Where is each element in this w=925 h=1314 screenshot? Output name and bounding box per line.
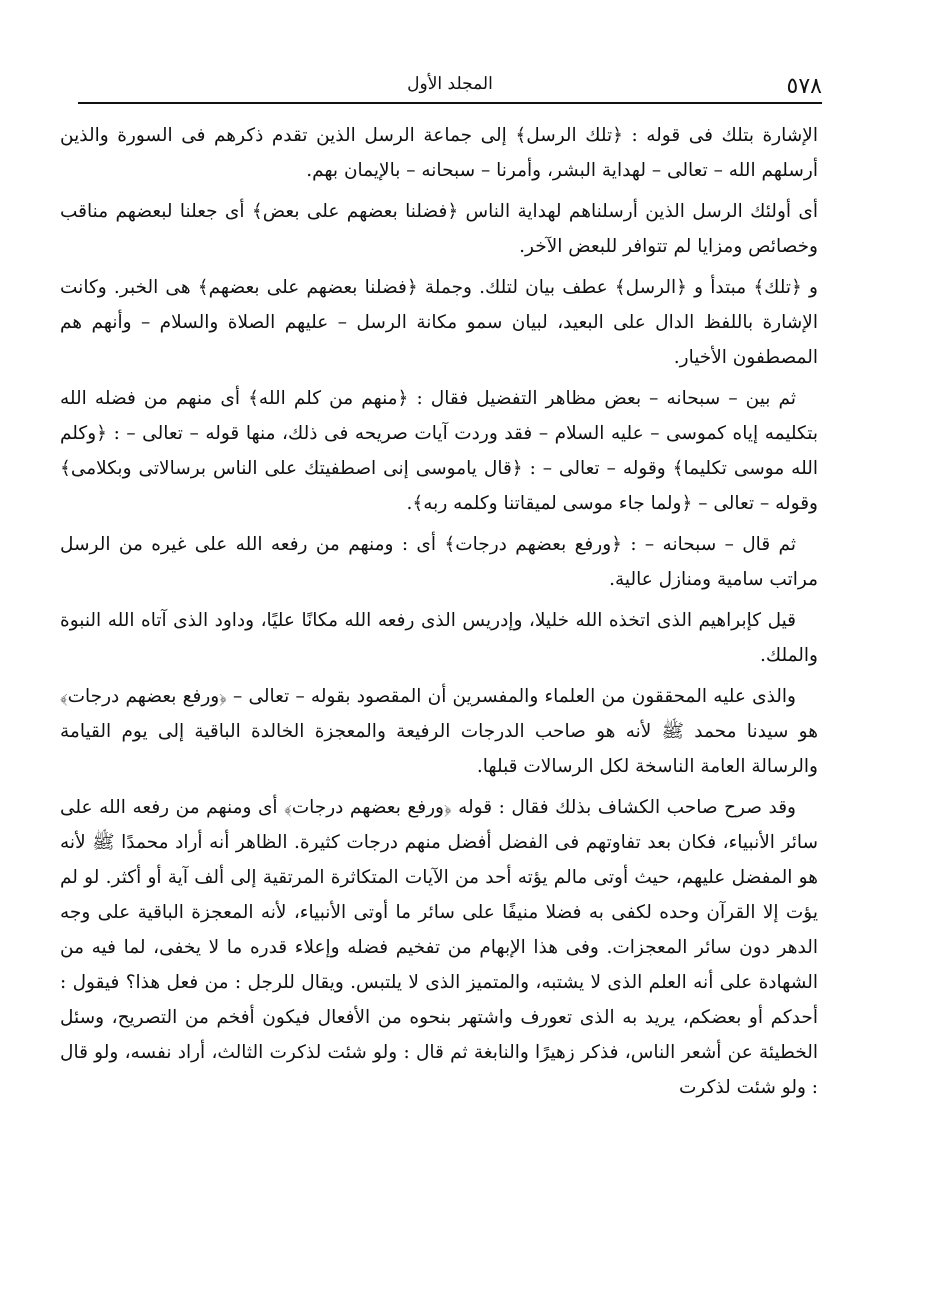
paragraph-8: وقد صرح صاحب الكشاف بذلك فقال : قوله ﴿ورفع بعضهم درجات﴾ أى ومنهم من رفعه الله على سائر الأنبياء، فكان بعد تفاوتهم فى الفضل أفضل منهم درجات كثيرة. الظاهر أنه أراد محمدًا ﷺ لأنه هو المفضل عليهم، حيث أوتى مالم يؤته أحد من الآيات المتكاثرة المرتقية إلى ألف آية أو أكثر. لو لم يؤت إلا القرآن وحده لكفى به فضلا منيفًا على سائر ما أوتى الأنبياء، لأنه المعجزة الباقية على وجه الدهر دون سائر المعجزات. وفى هذا الإبهام من تفخيم فضله وإعلاء قدره ما لا يخفى، لما فيه من الشهادة على أنه العلم الذى لا يشتبه، والمتميز الذى لا يلتبس. ويقال للرجل : من فعل هذا؟ فيقول : أحدكم أو بعضكم، يريد به الذى تعورف واشتهر بنحوه من الأفعال فيكون أفخم من التصريح، وسئل الخطيئة عن أشعر الناس، فذكر زهيرًا والنابغة ثم قال : ولو شئت لذكرت الثالث، أراد نفسه، ولو قال : ولو شئت لذكرت [60, 797, 818, 1098]
paragraph-5: ثم قال – سبحانه – : ﴿ورفع بعضهم درجات﴾ أى : ومنهم من رفعه الله على غيره من الرسل مراتب سامية ومنازل عالية. [60, 534, 818, 590]
paragraph-2: أى أولئك الرسل الذين أرسلناهم لهداية الناس ﴿فضلنا بعضهم على بعض﴾ أى جعلنا لبعضهم مناقب وخصائص ومزايا لم تتوافر للبعض الآخر. [60, 201, 818, 257]
page-number: ٥٧٨ [786, 74, 822, 99]
paragraph-1: الإشارة بتلك فى قوله : ﴿تلك الرسل﴾ إلى جماعة الرسل الذين تقدم ذكرهم فى السورة والذين أرسلهم الله – تعالى – لهداية البشر، وأمرنا – سبحانه – بالإيمان بهم. [60, 125, 818, 181]
paragraph-3: و ﴿تلك﴾ مبتدأ و ﴿الرسل﴾ عطف بيان لتلك. وجملة ﴿فضلنا بعضهم على بعضهم﴾ هى الخبر. وكانت الإشارة باللفظ الدال على البعيد، لبيان سمو مكانة الرسل – عليهم الصلاة والسلام – وأنهم هم المصطفون الأخيار. [60, 277, 818, 368]
paragraph-4: ثم بين – سبحانه – بعض مظاهر التفضيل فقال : ﴿منهم من كلم الله﴾ أى منهم من فضله الله بتكليمه إياه كموسى – عليه السلام – فقد وردت آيات صريحه فى ذلك، منها قوله – تعالى – : ﴿وكلم الله موسى تكليما﴾ وقوله – تعالى – : ﴿قال ياموسى إنى اصطفيتك على الناس برسالاتى وبكلامى﴾ وقوله – تعالى – ﴿ولما جاء موسى لميقاتنا وكلمه ربه﴾. [60, 388, 818, 514]
running-title: المجلد الأول [407, 74, 493, 94]
page-body [60, 118, 818, 1298]
header-divider [78, 102, 822, 104]
page-header [78, 66, 822, 102]
paragraph-7: والذى عليه المحققون من العلماء والمفسرين أن المقصود بقوله – تعالى – ﴿ورفع بعضهم درجات﴾ هو سيدنا محمد ﷺ لأنه هو صاحب الدرجات الرفيعة والمعجزة الخالدة الباقية إلى يوم القيامة والرسالة العامة الناسخة لكل الرسالات قبلها. [60, 686, 818, 777]
paragraph-6: قيل كإبراهيم الذى اتخذه الله خليلا، وإدريس الذى رفعه الله مكانًا عليًا، وداود الذى آتاه الله النبوة والملك. [60, 610, 818, 666]
